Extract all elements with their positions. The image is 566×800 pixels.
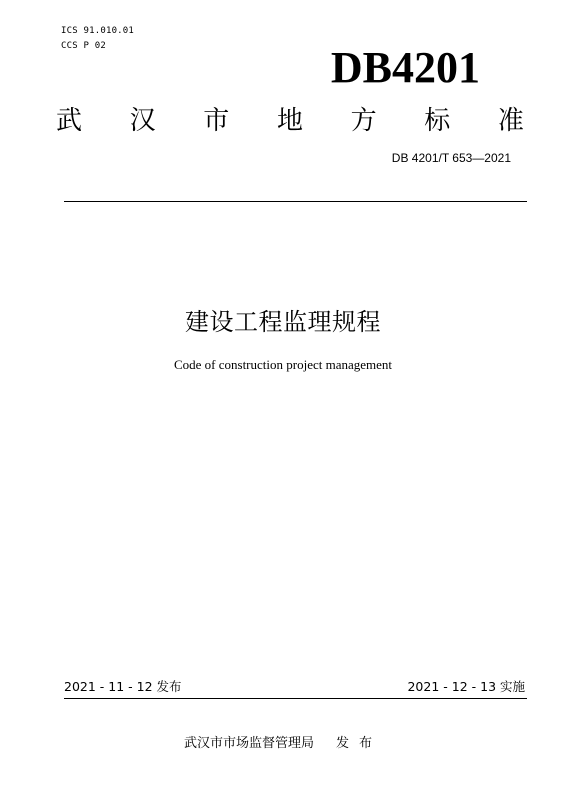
standard-type-char: 汉 (129, 106, 156, 136)
standard-type-char: 标 (424, 106, 451, 136)
implementation-date: 2021 - 12 - 13 实施 (407, 679, 525, 694)
publisher-action: 发布 (336, 736, 383, 751)
standard-type-heading (55, 106, 525, 136)
publisher-line (0, 735, 566, 753)
standard-number: DB 4201/T 653—2021 (391, 151, 511, 165)
ics-code: ICS 91.010.01 (61, 26, 135, 36)
standard-type-char: 地 (276, 106, 303, 136)
top-divider (64, 201, 527, 202)
document-title-chinese: 建设工程监理规程 (185, 308, 381, 336)
standard-type-char: 武 (55, 106, 82, 136)
bottom-divider (64, 698, 527, 699)
standard-logo: DB4201 (330, 43, 480, 92)
publisher-name: 武汉市市场监督管理局 (183, 736, 314, 751)
document-title-english: Code of construction project management (173, 357, 393, 372)
standard-type-char: 市 (203, 106, 230, 136)
standard-type-char: 准 (497, 106, 524, 136)
ccs-code: CCS P 02 (61, 41, 106, 51)
issue-date: 2021 - 11 - 12 发布 (64, 679, 182, 694)
standard-type-char: 方 (350, 106, 377, 136)
